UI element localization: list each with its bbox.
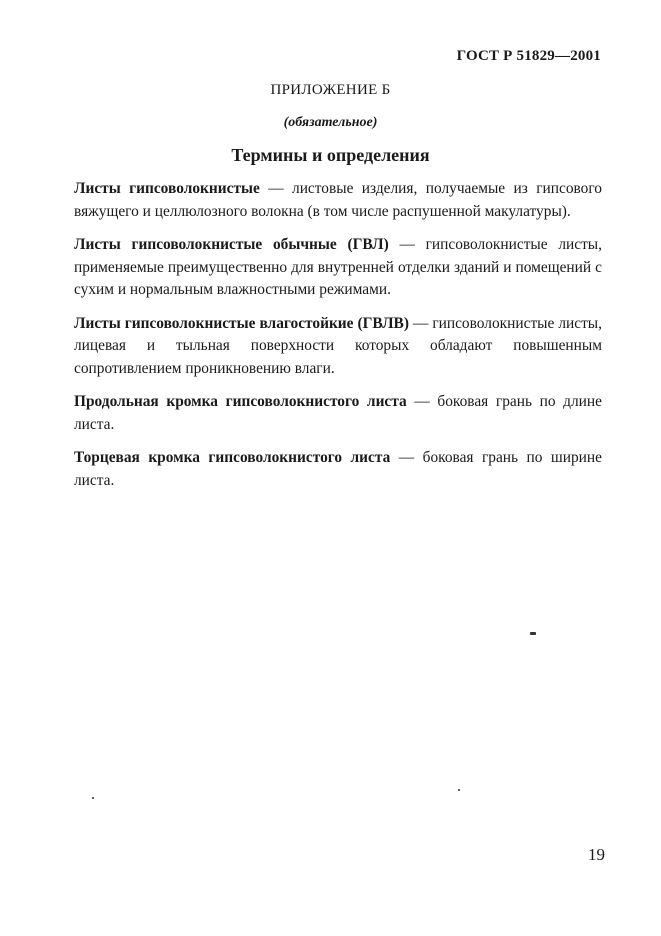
term-name: Листы гипсоволокнистые обычные (ГВЛ) [74, 236, 389, 253]
section-title: Термины и определения [231, 145, 430, 165]
term-name: Листы гипсоволокнистые [74, 180, 260, 197]
term-entry [74, 234, 602, 302]
appendix-note: (обязательное) [283, 115, 378, 130]
term-name: Листы гипсоволокнистые влагостойкие (ГВЛВ) [74, 314, 409, 332]
term-definition: — гипсоволокнистые листы, применяемые преимущественно для внутренней отделки зданий и помещений с сухим и нормальным влажностными режимами. [74, 236, 602, 298]
term-definition: — боковая грань по длине листа. [74, 393, 602, 433]
scan-speck [458, 789, 460, 791]
term-name: Продольная кромка гипсоволокнистого листа [74, 393, 407, 410]
appendix-title: ПРИЛОЖЕНИЕ Б [270, 82, 391, 98]
scan-speck [92, 797, 94, 799]
document-header: ГОСТ Р 51829—2001 [456, 48, 601, 64]
term-entry [74, 391, 602, 436]
term-definition: — боковая грань по ширине листа. [74, 449, 602, 489]
term-entry [74, 178, 602, 223]
term-entry [74, 313, 602, 381]
terms-list [74, 178, 602, 503]
term-definition: — листовые изделия, получаемые из гипсового вяжущего и целлюлозного волокна (в том числе распушенной макулатуры). [74, 180, 602, 220]
scan-speck [530, 632, 536, 635]
term-entry [74, 447, 602, 492]
page-number: 19 [588, 845, 605, 864]
term-name: Торцевая кромка гипсоволокнистого листа [74, 449, 391, 466]
term-definition: — гипсоволокнистые листы, лицевая и тыльная поверхности которых обладают повышенным сопротивлением проникновению влаги. [74, 314, 602, 377]
